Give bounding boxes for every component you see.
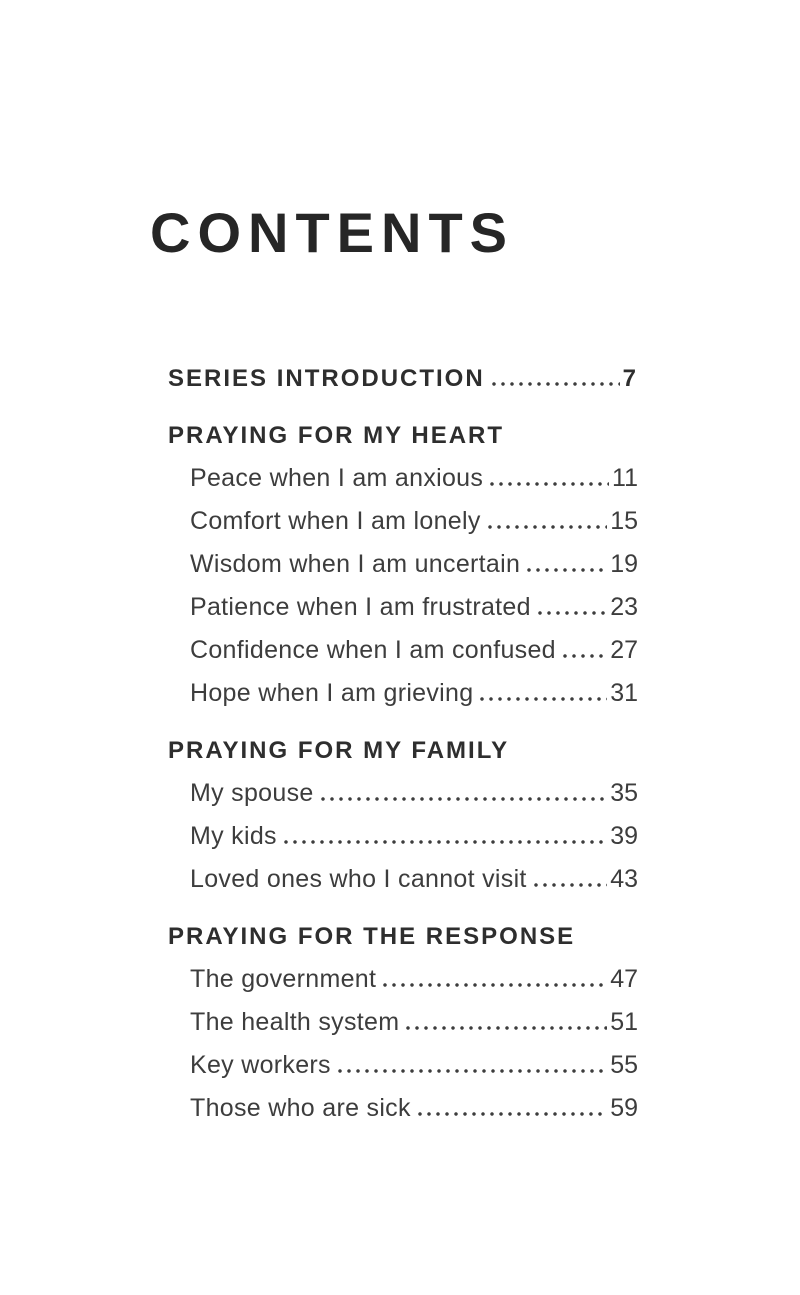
toc-entry-page-number: 55 — [610, 1051, 638, 1079]
toc-entry — [168, 457, 638, 500]
toc-section-heading: PRAYING FOR MY FAMILY — [168, 737, 510, 764]
toc-entry-page-number: 31 — [610, 679, 638, 707]
toc-entry-label: Wisdom when I am uncertain — [190, 550, 521, 578]
toc-entry — [168, 815, 638, 858]
toc-entry — [168, 1044, 638, 1087]
dot-leader — [284, 840, 607, 844]
toc-entry-label: My spouse — [190, 779, 314, 807]
toc-entry-page-number: 39 — [610, 822, 638, 850]
toc-entry — [168, 772, 638, 815]
dot-leader — [418, 1112, 607, 1116]
toc-entry-label: Those who are sick — [190, 1094, 411, 1122]
toc-section — [168, 915, 638, 1130]
toc-entry-page-number: 59 — [610, 1094, 638, 1122]
toc-entry-label: Key workers — [190, 1051, 331, 1079]
toc-entry-label: The government — [190, 965, 377, 993]
toc-entry-label: Hope when I am grieving — [190, 679, 474, 707]
dot-leader — [563, 654, 607, 658]
toc-entry — [168, 629, 638, 672]
toc-entry — [168, 1001, 638, 1044]
toc-section-entries — [168, 958, 638, 1130]
dot-leader — [490, 482, 609, 486]
toc-entry-label: Confidence when I am confused — [190, 636, 556, 664]
toc-entry-page-number: 27 — [610, 636, 638, 664]
toc-entry-label: Peace when I am anxious — [190, 464, 484, 492]
toc-section — [168, 414, 638, 715]
toc-entry-label: Comfort when I am lonely — [190, 507, 481, 535]
dot-leader — [488, 525, 608, 529]
dot-leader — [492, 382, 620, 386]
toc-entry-page-number: 7 — [622, 365, 638, 392]
dot-leader — [321, 797, 608, 801]
toc-entry-page-number: 11 — [612, 464, 638, 492]
toc-entry-page-number: 19 — [610, 550, 638, 578]
page-title: CONTENTS — [150, 201, 514, 264]
dot-leader — [406, 1026, 607, 1030]
toc-section-entries — [168, 772, 638, 901]
toc-entry — [168, 543, 638, 586]
toc-entry — [168, 958, 638, 1001]
toc-entry — [168, 858, 638, 901]
dot-leader — [538, 611, 607, 615]
toc-entry-page-number: 15 — [610, 507, 638, 535]
toc-entry-series-introduction — [168, 357, 638, 400]
toc-entry-label: Patience when I am frustrated — [190, 593, 531, 621]
toc-entry — [168, 1087, 638, 1130]
toc-entry — [168, 500, 638, 543]
toc-entry-label: The health system — [190, 1008, 400, 1036]
dot-leader — [383, 983, 607, 987]
table-of-contents — [150, 357, 638, 1130]
toc-sections — [168, 414, 638, 1130]
dot-leader — [527, 568, 607, 572]
toc-entry-label: Loved ones who I cannot visit — [190, 865, 527, 893]
toc-section — [168, 729, 638, 901]
toc-section-heading: PRAYING FOR MY HEART — [168, 422, 505, 449]
toc-entry-page-number: 43 — [610, 865, 638, 893]
toc-section-heading: PRAYING FOR THE RESPONSE — [168, 923, 576, 950]
dot-leader — [534, 883, 608, 887]
dot-leader — [338, 1069, 607, 1073]
toc-entry-page-number: 47 — [610, 965, 638, 993]
toc-section-entries — [168, 457, 638, 715]
toc-entry-page-number: 35 — [610, 779, 638, 807]
toc-entry — [168, 672, 638, 715]
dot-leader — [480, 697, 607, 701]
toc-entry-page-number: 23 — [610, 593, 638, 621]
toc-entry-label: My kids — [190, 822, 277, 850]
toc-entry-page-number: 51 — [610, 1008, 638, 1036]
toc-entry — [168, 586, 638, 629]
toc-entry-label: SERIES INTRODUCTION — [168, 365, 485, 392]
